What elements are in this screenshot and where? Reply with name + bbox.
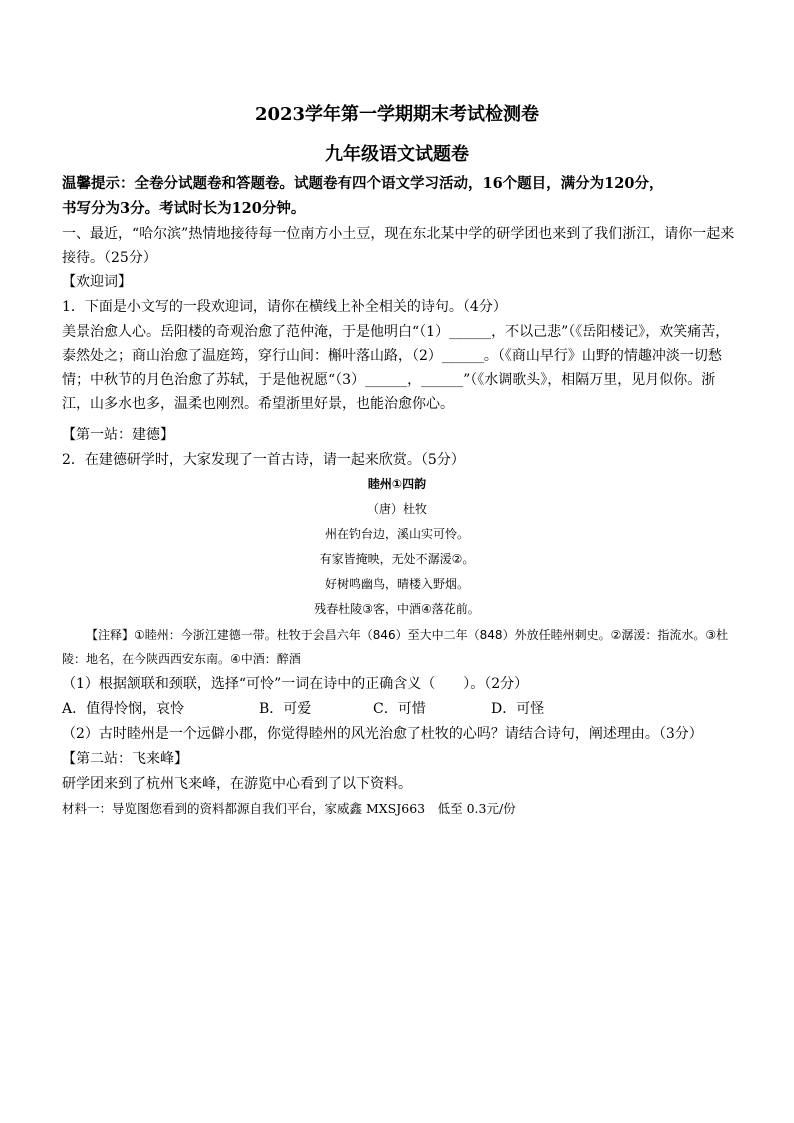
section-intro: 一、最近，“哈尔滨”热情地接待每一位南方小土豆，现在东北某中学的研学团也来到了我们浙江，请你一起来接待。（25分） xyxy=(62,226,735,266)
section-station2-heading: 【第二站：飞来峰】 xyxy=(62,751,188,767)
q1-passage: 美景治愈人心。岳阳楼的奇观治愈了范仲淹，于是他明白“（1）______，不以己悲”（《岳阳楼记》，欢笑痛苦，泰然处之；商山治愈了温庭筠，穿行山间：槲叶落山路，（2）______。（《商山早行》山野的情趣冲淡一切愁情；中秋节的月色治愈了苏轼，于是他祝愿“（3）______，______”（《水调歌头》，相隔万里，见月似你。浙江，山多水也多，温柔也刚烈。希望浙里好景，也能治愈你心。 xyxy=(62,324,730,412)
exam-subtitle: 九年级语文试题卷 xyxy=(325,144,469,165)
exam-title: 2023学年第一学期期末考试检测卷 xyxy=(254,104,540,125)
poem-line: 州在钓台边，溪山实可怜。 xyxy=(324,527,469,541)
q2-sub2: （2）古时睦州是一个远僻小郡，你觉得睦州的风光治愈了杜牧的心吗？请结合诗句，阐述理由。（3分） xyxy=(62,726,703,742)
option-b: B．可爱 xyxy=(259,701,312,717)
section-welcome-heading: 【欢迎词】 xyxy=(62,274,132,290)
q2-options xyxy=(62,697,544,721)
poem-title: 睦州①四韵 xyxy=(367,477,427,491)
option-a: A．值得怜悯，哀怜 xyxy=(62,701,185,717)
poem-author: （唐）杜牧 xyxy=(366,502,427,516)
option-d: D．可怪 xyxy=(491,701,545,717)
poem-note: 【注释】①睦州：今浙江建德一带。杜牧于会昌六年（846）至大中二年（848）外放任睦州刺史。②潺湲：指流水。③杜陵：地名，在今陕西西安东南。④中酒：醉酒 xyxy=(62,628,729,666)
q1-stem: 1．下面是小文写的一段欢迎词，请你在横线上补全相关的诗句。（4分） xyxy=(62,299,507,315)
poem-line: 好树鸣幽鸟，晴楼入野烟。 xyxy=(324,577,469,591)
notice-line-1: 温馨提示：全卷分试题卷和答题卷。试题卷有四个语文学习活动，16个题目，满分为120分， xyxy=(62,175,664,192)
station2-text: 研学团来到了杭州飞来峰，在游览中心看到了以下资料。 xyxy=(62,776,412,792)
q2-sub1: （1）根据颔联和颈联，选择“可怜”一词在诗中的正确含义（ ）。（2分） xyxy=(62,676,529,692)
material-1: 材料一：导览图您看到的资料都源自我们平台，家威鑫 MXSJ663 低至 0.3元/份 xyxy=(62,801,516,816)
notice-line-2: 书写分为3分。考试时长为120分钟。 xyxy=(62,200,306,217)
poem-line: 残春杜陵③客，中酒④落花前。 xyxy=(314,602,480,616)
poem-line: 有家皆掩映，无处不潺湲②。 xyxy=(319,552,475,566)
option-c: C．可惜 xyxy=(373,701,426,717)
q2-stem: 2．在建德研学时，大家发现了一首古诗，请一起来欣赏。（5分） xyxy=(62,452,465,468)
section-station1-heading: 【第一站：建德】 xyxy=(62,427,174,443)
